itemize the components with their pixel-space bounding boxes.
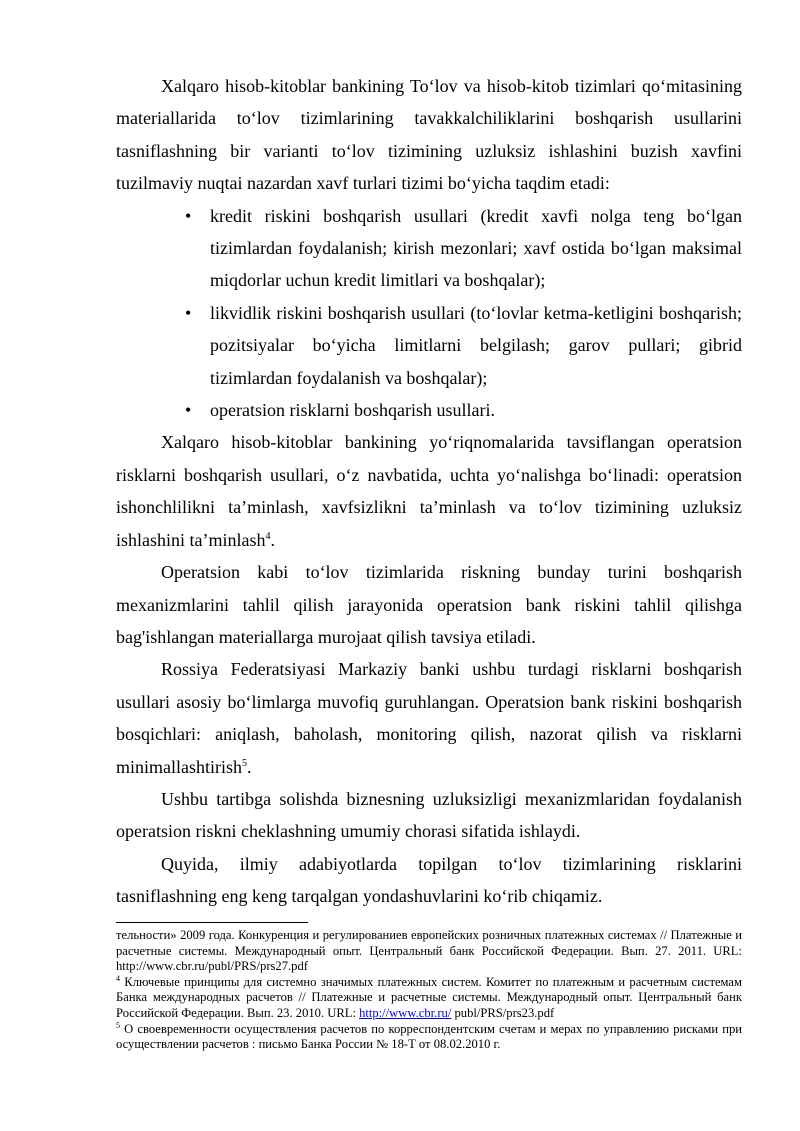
bullet-list [116,200,742,427]
paragraph-6: Quyida, ilmiy adabiyotlarda topilgan to‘lov tizimlarining risklarini tasniflashning eng keng tarqalgan yondashuvlarini ko‘rib chiqamiz. [116,853,742,907]
paragraph-2-end: . [270,529,275,550]
paragraph-4-end: . [247,756,252,777]
footnote-ref-5[interactable]: 5 [242,757,247,769]
bullet-icon: • [185,205,192,226]
footnote-4-link[interactable]: http://www.cbr.ru/ [359,1005,452,1020]
list-item [185,200,742,297]
footnote-4-text: Ключевые принципы для системно значимых платежных систем. Комитет по платежным и расчетным системам Банка международных расчетов // Платежные и расчетные системы. Международный опыт. Центральный банк Российской Федерации. Вып. 23. 2010. URL: [116,974,742,1020]
paragraph-2-text: Xalqaro hisob-kitoblar bankining yo‘riqnomalarida tavsiflangan operatsion risklarni boshqarish usullari, o‘z navbatida, uchta yo‘nalishga bo‘linadi: operatsion ishonchlilikni ta’minlash, xavfsizlikni ta’minlash va to‘lov tizimining uzluksiz ishlashini ta’minlash [116,432,742,550]
list-item-text: operatsion risklarni boshqarish usullari. [210,400,495,421]
list-item-text: kredit riskini boshqarish usullari (kredit xavfi nolga teng bo‘lgan tizimlardan foydalanish; kirish mezonlari; xavf ostida bo‘lgan maksimal miqdorlar uchun kredit limitlari va boshqalar); [210,205,742,291]
footnote-5-text: О своевременности осуществления расчетов по корреспондентским счетам и мерах по управлению рисками при осуществлении расчетов : письмо Банка России № 18-Т от 08.02.2010 г. [116,1021,742,1052]
paragraph-4 [116,653,742,783]
bullet-icon: • [185,400,192,421]
footnote-5-mark: 5 [116,1020,120,1030]
paragraph-4-text: Rossiya Federatsiyasi Markaziy banki ushbu turdagi risklarni boshqarish usullari asosiy bo‘limlarga muvofiq guruhlangan. Operatsion bank riskini boshqarish bosqichlari: aniqlash, baholash, monitoring qilish, nazorat qilish va risklarni minimallashtirish [116,659,742,777]
footnote-ref-4[interactable]: 4 [265,530,271,542]
bullet-icon: • [185,302,192,323]
footnote-4 [116,975,742,1022]
list-item [185,297,742,394]
footnote-4-tail: publ/PRS/prs23.pdf [451,1005,555,1020]
paragraph-2 [116,426,742,556]
paragraph-1: Xalqaro hisob-kitoblar bankining To‘lov va hisob-kitob tizimlari qo‘mitasining materiallarida to‘lov tizimlarining tavakkalchiliklarini boshqarish usullarini tasniflashning bir varianti to‘lov tizimining uzluksiz ishlashini buzish xavfini tuzilmaviy nuqtai nazardan xavf turlari tizimi bo‘yicha taqdim etadi: [116,76,742,194]
footnotes [116,928,742,1053]
footnote-continuation: тельности» 2009 года. Конкуренция и регулированиев европейских розничных платежных системах // Платежные и расчетные системы. Международный опыт. Центральный банк Российской Федерации. Вып. 27. 2011. URL: http://www.cbr.ru/publ/PRS/prs27.pdf [116,928,742,974]
body-text [116,70,742,913]
footnote-5 [116,1022,742,1053]
list-item [185,394,742,426]
footnote-4-mark: 4 [116,973,120,983]
paragraph-3: Operatsion kabi to‘lov tizimlarida riskning bunday turini boshqarish mexanizmlarini tahlil qilish jarayonida operatsion bank riskini tahlil qilishga bag'ishlangan materiallarga murojaat qilish tavsiya etiladi. [116,562,742,647]
list-item-text: likvidlik riskini boshqarish usullari (to‘lovlar ketma-ketligini boshqarish; pozitsiyalar bo‘yicha limitlarni belgilash; garov pullari; gibrid tizimlardan foydalanish va boshqalar); [210,302,742,388]
paragraph-5: Ushbu tartibga solishda biznesning uzluksizligi mexanizmlaridan foydalanish operatsion riskni cheklashning umumiy chorasi sifatida ishlaydi. [116,788,742,842]
footnote-divider [116,922,308,923]
